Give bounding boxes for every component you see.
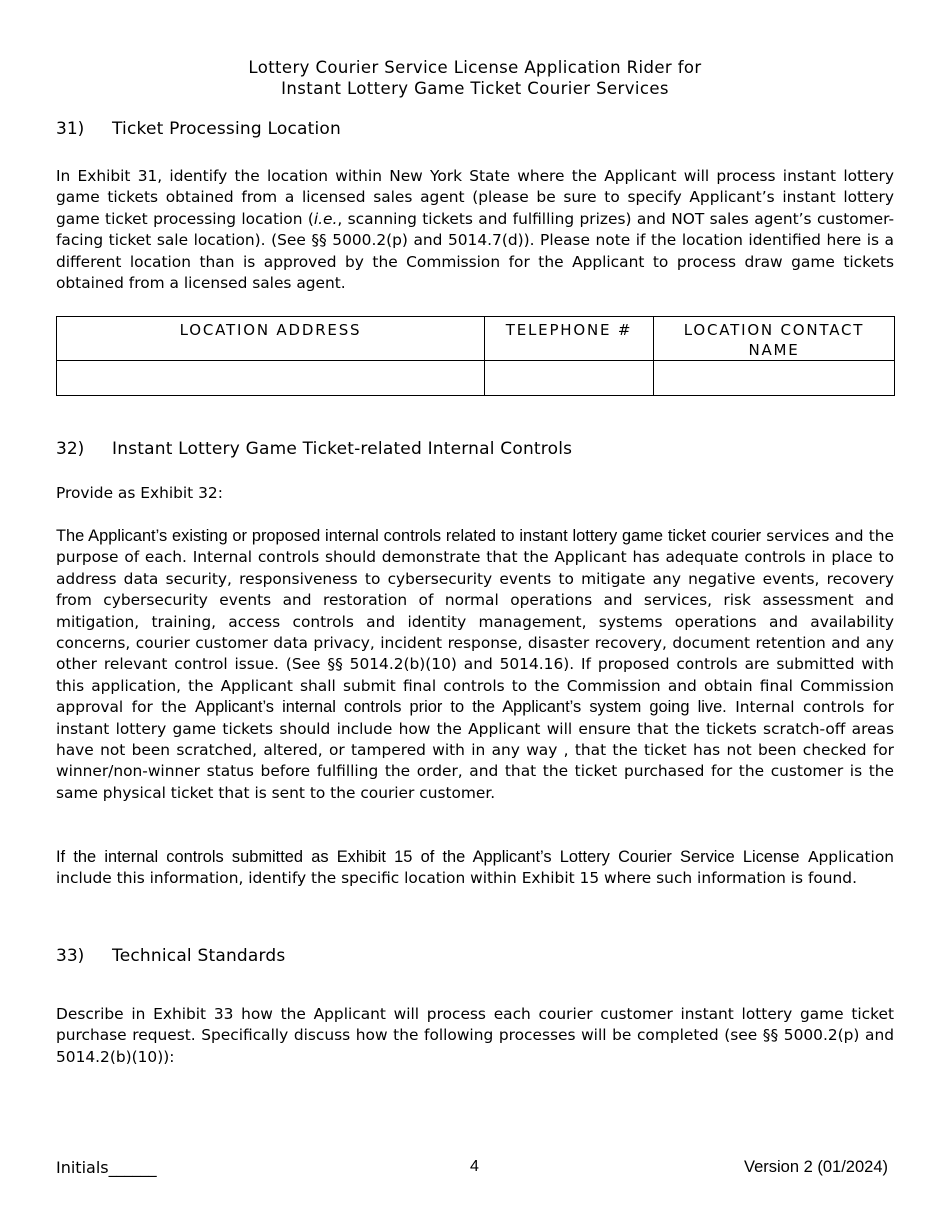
paragraph-text: Internal controls for instant lottery game tickets should include how the Applicant will ensure that the tickets scratch-off areas have not been scratched, altered, or tampered with in any way , that the ticket has not been checked for winner/non-winner status before fulfilling the order, and that the ticket purchased for the customer is the same physical ticket that is sent to the courier customer.	[56, 698, 894, 802]
paragraph-text: Applicant’s internal controls prior to the Applicant’s system going live.	[195, 698, 727, 717]
paragraph-text: If the internal controls submitted as Exhibit 15 of the Applicant’s Lottery Courier Service License	[56, 848, 800, 866]
section-31-paragraph	[56, 166, 894, 294]
section-33-paragraph: Describe in Exhibit 33 how the Applicant will process each courier customer instant lottery game ticket purchase request. Specifically discuss how the following processes will be completed (see §§ 5000.2(p) and 5014.2(b)(10)):	[56, 1005, 894, 1066]
version-label: Version 2 (01/2024)	[743, 1158, 888, 1176]
table-row	[57, 361, 895, 396]
header-line-1: Lottery Courier Service License Application Rider for	[248, 58, 702, 77]
telephone-cell[interactable]	[485, 361, 654, 396]
document-header	[56, 57, 894, 99]
section-title: Ticket Processing Location	[112, 119, 341, 139]
section-number: 32)	[56, 439, 85, 459]
initials-field[interactable]: Initials______	[56, 1158, 157, 1177]
paragraph-text: , scanning tickets and fulfilling prizes) and NOT sales agent’s customer-facing ticket sale location). (See §§ 5000.2(p) and 5014.7(d)). Please note if the location identified here is a different location than is approved by the Commission for the Applicant to process draw game tickets obtained from a licensed sales agent.	[56, 209, 894, 293]
header-line-2: Instant Lottery Game Ticket Courier Services	[281, 79, 669, 98]
column-header-contact-name: LOCATION CONTACT NAME	[654, 317, 895, 361]
page-footer	[56, 1158, 894, 1182]
ie-italic: i.e.	[313, 209, 338, 228]
section-number: 33)	[56, 946, 85, 966]
paragraph-text: The Applicant’s existing or proposed internal controls related to instant lottery game ticket courier	[56, 527, 762, 545]
section-number: 31)	[56, 119, 85, 139]
paragraph-text: In Exhibit 31, identify the location within New York State where the Applicant will process instant lottery game tickets obtained from a licensed sales agent (please be sure to specify Applicant’s instant lottery game ticket processing location (	[56, 167, 894, 228]
paragraph-text: Application include this information, identify the specific location within Exhibit 15 where such information is found.	[56, 848, 894, 888]
location-table	[56, 316, 895, 396]
location-address-cell[interactable]	[57, 361, 485, 396]
column-header-telephone: TELEPHONE #	[485, 317, 654, 361]
table-header-row	[57, 317, 895, 361]
paragraph-text: services and the purpose of each. Internal controls should demonstrate that the Applicant has adequate controls in place to address data security, responsiveness to cybersecurity events to mitigate any negative events, recovery from cybersecurity events and restoration of normal operations and services, risk assessment and mitigation, training, access controls and identity management, systems operations and availability concerns, courier customer data privacy, incident response, disaster recovery, document retention and any other relevant control issue. (See §§ 5014.2(b)(10) and 5014.16). If proposed controls are submitted with this application, the Applicant shall submit final controls to the Commission and obtain final Commission approval for the	[56, 527, 894, 717]
column-header-location-address: LOCATION ADDRESS	[57, 317, 485, 361]
section-32-paragraph-1	[56, 526, 894, 804]
page-number: 4	[470, 1158, 479, 1175]
contact-name-cell[interactable]	[654, 361, 895, 396]
section-title: Instant Lottery Game Ticket-related Internal Controls	[112, 439, 573, 459]
section-title: Technical Standards	[112, 946, 286, 966]
section-32-paragraph-2	[56, 847, 894, 890]
section-32-intro: Provide as Exhibit 32:	[56, 484, 223, 502]
